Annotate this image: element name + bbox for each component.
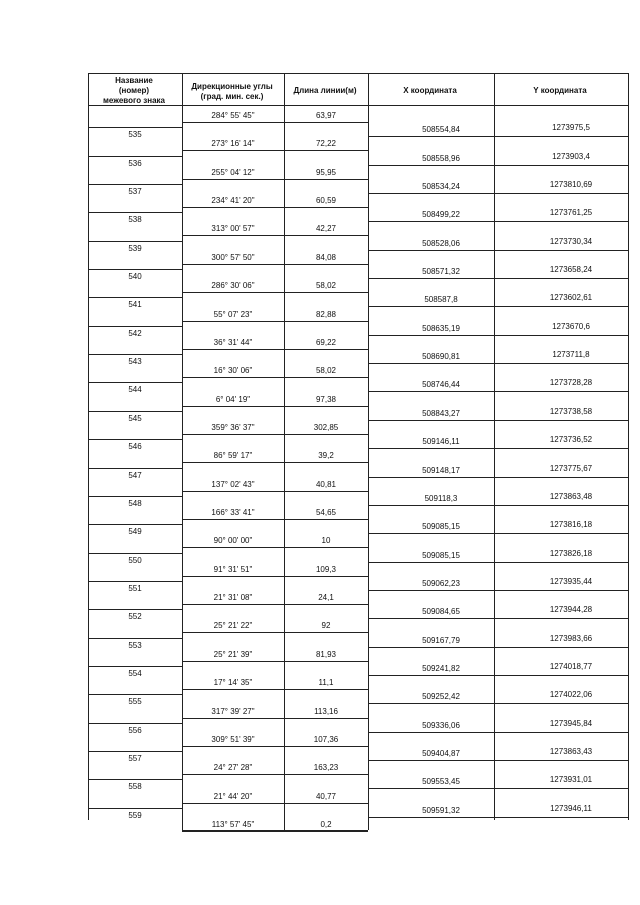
x-coordinate-cell: 508554,84 bbox=[422, 125, 460, 135]
name-row-divider bbox=[88, 156, 182, 157]
name-row-divider bbox=[88, 382, 182, 383]
length-cell: 302,85 bbox=[313, 422, 339, 432]
name-row-divider bbox=[88, 496, 182, 497]
length-cell: 109,3 bbox=[315, 564, 337, 574]
angle-cell: 284° 55' 45" bbox=[211, 111, 255, 120]
header-angle: Дирекционные углы (град. мин. сек.) bbox=[191, 82, 273, 101]
y-coordinate-cell: 1274018,77 bbox=[549, 662, 593, 672]
coord-row-divider bbox=[368, 703, 628, 704]
coord-row-divider bbox=[368, 732, 628, 733]
x-coordinate-cell: 509167,79 bbox=[422, 635, 460, 645]
row-divider bbox=[182, 321, 368, 322]
row-divider bbox=[182, 604, 368, 605]
column-divider bbox=[494, 73, 495, 820]
coord-row-divider bbox=[368, 391, 628, 392]
y-coordinate-cell: 1273975,5 bbox=[552, 123, 590, 133]
name-row-divider bbox=[88, 127, 182, 128]
coord-row-divider bbox=[368, 647, 628, 648]
point-name-cell: 535 bbox=[128, 130, 142, 140]
column-divider bbox=[628, 73, 629, 820]
y-coordinate-cell: 1273736,52 bbox=[549, 435, 593, 445]
x-coordinate-cell: 508534,24 bbox=[422, 181, 460, 191]
name-row-divider bbox=[88, 297, 182, 298]
length-cell: 107,36 bbox=[313, 734, 339, 744]
angle-cell: 300° 57' 50" bbox=[211, 252, 255, 262]
point-name-cell: 550 bbox=[128, 555, 142, 565]
row-divider bbox=[182, 349, 368, 350]
name-row-divider bbox=[88, 269, 182, 270]
header-x: X координата bbox=[403, 86, 457, 95]
coord-row-divider bbox=[368, 363, 628, 364]
angle-cell: 16° 30' 06" bbox=[213, 366, 253, 376]
y-coordinate-cell: 1273826,18 bbox=[549, 548, 593, 558]
angle-cell: 359° 36' 37" bbox=[211, 422, 255, 432]
point-name-cell: 559 bbox=[128, 810, 142, 820]
name-row-divider bbox=[88, 212, 182, 213]
coord-row-divider bbox=[368, 250, 628, 251]
angle-cell: 317° 39' 27" bbox=[211, 706, 255, 716]
row-divider bbox=[182, 831, 368, 832]
row-divider bbox=[182, 235, 368, 236]
name-row-divider bbox=[88, 411, 182, 412]
x-coordinate-cell: 508635,19 bbox=[422, 323, 460, 333]
name-row-divider bbox=[88, 184, 182, 185]
name-row-divider bbox=[88, 439, 182, 440]
x-coordinate-cell: 509591,32 bbox=[422, 805, 460, 815]
length-cell: 0,2 bbox=[320, 820, 332, 829]
coord-row-divider bbox=[368, 420, 628, 421]
y-coordinate-cell: 1273810,69 bbox=[549, 179, 593, 189]
y-coordinate-cell: 1273944,28 bbox=[549, 605, 593, 615]
angle-cell: 137° 02' 43" bbox=[211, 479, 255, 489]
angle-cell: 24° 27' 28" bbox=[213, 763, 253, 773]
y-coordinate-cell: 1273658,24 bbox=[549, 264, 593, 274]
x-coordinate-cell: 509118,3 bbox=[424, 493, 458, 503]
name-row-divider bbox=[88, 609, 182, 610]
row-divider bbox=[182, 519, 368, 520]
length-cell: 40,77 bbox=[315, 791, 337, 801]
coord-row-divider bbox=[368, 136, 628, 137]
table-top-border bbox=[88, 73, 628, 74]
angle-cell: 25° 21' 22" bbox=[213, 621, 253, 631]
point-name-cell: 545 bbox=[128, 413, 142, 423]
name-row-divider bbox=[88, 581, 182, 582]
x-coordinate-cell: 508528,06 bbox=[422, 238, 460, 248]
y-coordinate-cell: 1274022,06 bbox=[549, 690, 593, 700]
x-coordinate-cell: 508746,44 bbox=[422, 380, 460, 390]
x-coordinate-cell: 509553,45 bbox=[422, 777, 460, 787]
length-cell: 60,59 bbox=[315, 196, 337, 206]
row-divider bbox=[182, 292, 368, 293]
x-coordinate-cell: 509241,82 bbox=[422, 664, 460, 674]
coord-row-divider bbox=[368, 817, 628, 818]
row-divider bbox=[182, 632, 368, 633]
coord-row-divider bbox=[368, 221, 628, 222]
angle-cell: 17° 14' 35" bbox=[213, 678, 253, 688]
name-row-divider bbox=[88, 638, 182, 639]
point-name-cell: 553 bbox=[128, 640, 142, 650]
coord-row-divider bbox=[368, 533, 628, 534]
y-coordinate-cell: 1273935,44 bbox=[549, 576, 593, 586]
length-cell: 82,88 bbox=[315, 309, 337, 319]
name-row-divider bbox=[88, 666, 182, 667]
point-name-cell: 548 bbox=[128, 498, 142, 508]
x-coordinate-cell: 508499,22 bbox=[422, 210, 460, 220]
row-divider bbox=[182, 746, 368, 747]
row-divider bbox=[182, 122, 368, 123]
point-name-cell: 555 bbox=[128, 697, 142, 707]
angle-cell: 255° 04' 12" bbox=[211, 167, 255, 177]
header-bottom-border bbox=[88, 105, 628, 106]
coord-row-divider bbox=[368, 278, 628, 279]
angle-cell: 36° 31' 44" bbox=[213, 337, 253, 347]
header-name: Название (номер) межевого знака bbox=[102, 76, 166, 105]
coord-row-divider bbox=[368, 505, 628, 506]
point-name-cell: 540 bbox=[128, 271, 142, 281]
point-name-cell: 558 bbox=[128, 782, 142, 792]
name-row-divider bbox=[88, 723, 182, 724]
x-coordinate-cell: 509085,15 bbox=[422, 550, 460, 560]
x-coordinate-cell: 508558,96 bbox=[422, 153, 460, 163]
point-name-cell: 546 bbox=[128, 442, 142, 452]
x-coordinate-cell: 509148,17 bbox=[422, 465, 460, 475]
row-divider bbox=[182, 462, 368, 463]
coord-row-divider bbox=[368, 335, 628, 336]
name-row-divider bbox=[88, 468, 182, 469]
angle-cell: 113° 57' 45" bbox=[211, 820, 255, 829]
length-cell: 113,16 bbox=[314, 706, 338, 716]
length-cell: 54,65 bbox=[315, 508, 337, 518]
row-divider bbox=[182, 576, 368, 577]
row-divider bbox=[182, 689, 368, 690]
coord-row-divider bbox=[368, 306, 628, 307]
angle-cell: 90° 00' 00" bbox=[213, 536, 253, 546]
angle-cell: 55° 07' 23" bbox=[213, 309, 253, 319]
point-name-cell: 538 bbox=[128, 215, 142, 225]
coord-row-divider bbox=[368, 675, 628, 676]
row-divider bbox=[182, 207, 368, 208]
point-name-cell: 547 bbox=[128, 470, 142, 480]
point-name-cell: 543 bbox=[128, 357, 142, 367]
angle-cell: 86° 59' 17" bbox=[213, 451, 253, 461]
row-divider bbox=[182, 406, 368, 407]
y-coordinate-cell: 1273738,58 bbox=[549, 406, 593, 416]
length-cell: 81,93 bbox=[315, 649, 337, 659]
length-cell: 69,22 bbox=[315, 337, 337, 347]
angle-cell: 313° 00' 57" bbox=[211, 224, 255, 234]
coord-row-divider bbox=[368, 477, 628, 478]
coord-row-divider bbox=[368, 590, 628, 591]
y-coordinate-cell: 1273903,4 bbox=[552, 151, 590, 161]
coord-row-divider bbox=[368, 562, 628, 563]
point-name-cell: 549 bbox=[128, 527, 142, 537]
y-coordinate-cell: 1273945,84 bbox=[549, 718, 593, 728]
length-cell: 58,02 bbox=[315, 366, 337, 376]
x-coordinate-cell: 508587,8 bbox=[424, 295, 458, 305]
row-divider bbox=[182, 434, 368, 435]
y-coordinate-cell: 1273730,34 bbox=[549, 236, 593, 246]
name-row-divider bbox=[88, 808, 182, 809]
x-coordinate-cell: 509062,23 bbox=[422, 578, 460, 588]
name-row-divider bbox=[88, 524, 182, 525]
y-coordinate-cell: 1273728,28 bbox=[549, 378, 593, 388]
coord-row-divider bbox=[368, 788, 628, 789]
x-coordinate-cell: 509252,42 bbox=[422, 692, 460, 702]
point-name-cell: 557 bbox=[128, 754, 142, 764]
y-coordinate-cell: 1273983,66 bbox=[549, 633, 593, 643]
angle-cell: 309° 51' 39" bbox=[211, 734, 255, 744]
y-coordinate-cell: 1273931,01 bbox=[549, 775, 593, 785]
header-y: Y координата bbox=[533, 86, 587, 95]
point-name-cell: 539 bbox=[128, 243, 142, 253]
row-divider bbox=[182, 377, 368, 378]
length-cell: 72,22 bbox=[315, 139, 337, 149]
point-name-cell: 552 bbox=[128, 612, 142, 622]
length-cell: 40,81 bbox=[315, 479, 337, 489]
coord-row-divider bbox=[368, 165, 628, 166]
y-coordinate-cell: 1273816,18 bbox=[549, 520, 593, 530]
y-coordinate-cell: 1273863,43 bbox=[549, 747, 593, 757]
x-coordinate-cell: 508690,81 bbox=[422, 352, 460, 362]
y-coordinate-cell: 1273711,8 bbox=[552, 350, 590, 360]
point-name-cell: 537 bbox=[128, 186, 142, 196]
row-divider bbox=[182, 150, 368, 151]
row-divider bbox=[182, 718, 368, 719]
point-name-cell: 556 bbox=[128, 725, 142, 735]
name-row-divider bbox=[88, 694, 182, 695]
length-cell: 10 bbox=[321, 536, 331, 546]
row-divider bbox=[182, 774, 368, 775]
x-coordinate-cell: 509146,11 bbox=[422, 437, 460, 447]
angle-cell: 21° 31' 08" bbox=[213, 593, 253, 603]
x-coordinate-cell: 508571,32 bbox=[422, 266, 460, 276]
length-cell: 92 bbox=[321, 621, 331, 631]
name-row-divider bbox=[88, 241, 182, 242]
point-name-cell: 544 bbox=[128, 385, 142, 395]
length-cell: 39,2 bbox=[318, 451, 334, 461]
x-coordinate-cell: 509404,87 bbox=[422, 749, 460, 759]
coord-row-divider bbox=[368, 193, 628, 194]
name-row-divider bbox=[88, 326, 182, 327]
length-cell: 24,1 bbox=[318, 593, 334, 603]
angle-cell: 25° 21' 39" bbox=[213, 649, 253, 659]
row-divider bbox=[182, 179, 368, 180]
y-coordinate-cell: 1273670,6 bbox=[552, 321, 590, 331]
length-cell: 58,02 bbox=[315, 281, 337, 291]
length-cell: 163,23 bbox=[313, 763, 339, 773]
coord-row-divider bbox=[368, 760, 628, 761]
angle-cell: 21° 44' 20" bbox=[213, 791, 253, 801]
x-coordinate-cell: 509085,15 bbox=[422, 522, 460, 532]
row-divider bbox=[182, 491, 368, 492]
angle-cell: 166° 33' 41" bbox=[211, 508, 255, 518]
y-coordinate-cell: 1273863,48 bbox=[549, 491, 593, 501]
angle-cell: 91° 31' 51" bbox=[213, 564, 253, 574]
length-cell: 95,95 bbox=[315, 167, 337, 177]
coord-row-divider bbox=[368, 448, 628, 449]
point-name-cell: 536 bbox=[128, 158, 142, 168]
row-divider bbox=[182, 547, 368, 548]
length-cell: 84,08 bbox=[315, 252, 337, 262]
coord-row-divider bbox=[368, 618, 628, 619]
row-divider bbox=[182, 264, 368, 265]
angle-cell: 286° 30' 06" bbox=[211, 281, 255, 291]
length-cell: 97,38 bbox=[315, 394, 337, 404]
point-name-cell: 542 bbox=[128, 328, 142, 338]
name-row-divider bbox=[88, 751, 182, 752]
point-name-cell: 554 bbox=[128, 669, 142, 679]
y-coordinate-cell: 1273602,61 bbox=[549, 293, 593, 303]
name-row-divider bbox=[88, 354, 182, 355]
row-divider bbox=[182, 661, 368, 662]
point-name-cell: 541 bbox=[128, 300, 142, 310]
name-row-divider bbox=[88, 779, 182, 780]
x-coordinate-cell: 508843,27 bbox=[422, 408, 460, 418]
y-coordinate-cell: 1273761,25 bbox=[549, 208, 593, 218]
y-coordinate-cell: 1273946,11 bbox=[550, 803, 592, 813]
point-name-cell: 551 bbox=[128, 583, 142, 593]
column-divider bbox=[368, 73, 369, 830]
x-coordinate-cell: 509084,65 bbox=[422, 607, 460, 617]
header-length: Длина линии(м) bbox=[293, 86, 357, 95]
y-coordinate-cell: 1273775,67 bbox=[549, 463, 593, 473]
angle-cell: 6° 04' 19" bbox=[215, 394, 251, 404]
length-cell: 42,27 bbox=[315, 224, 337, 234]
name-row-divider bbox=[88, 553, 182, 554]
row-divider bbox=[182, 803, 368, 804]
length-cell: 11,1 bbox=[318, 678, 334, 688]
angle-cell: 234° 41' 20" bbox=[211, 196, 255, 206]
x-coordinate-cell: 509336,06 bbox=[422, 720, 460, 730]
angle-cell: 273° 16' 14" bbox=[211, 139, 255, 149]
length-cell: 63,97 bbox=[315, 111, 337, 120]
